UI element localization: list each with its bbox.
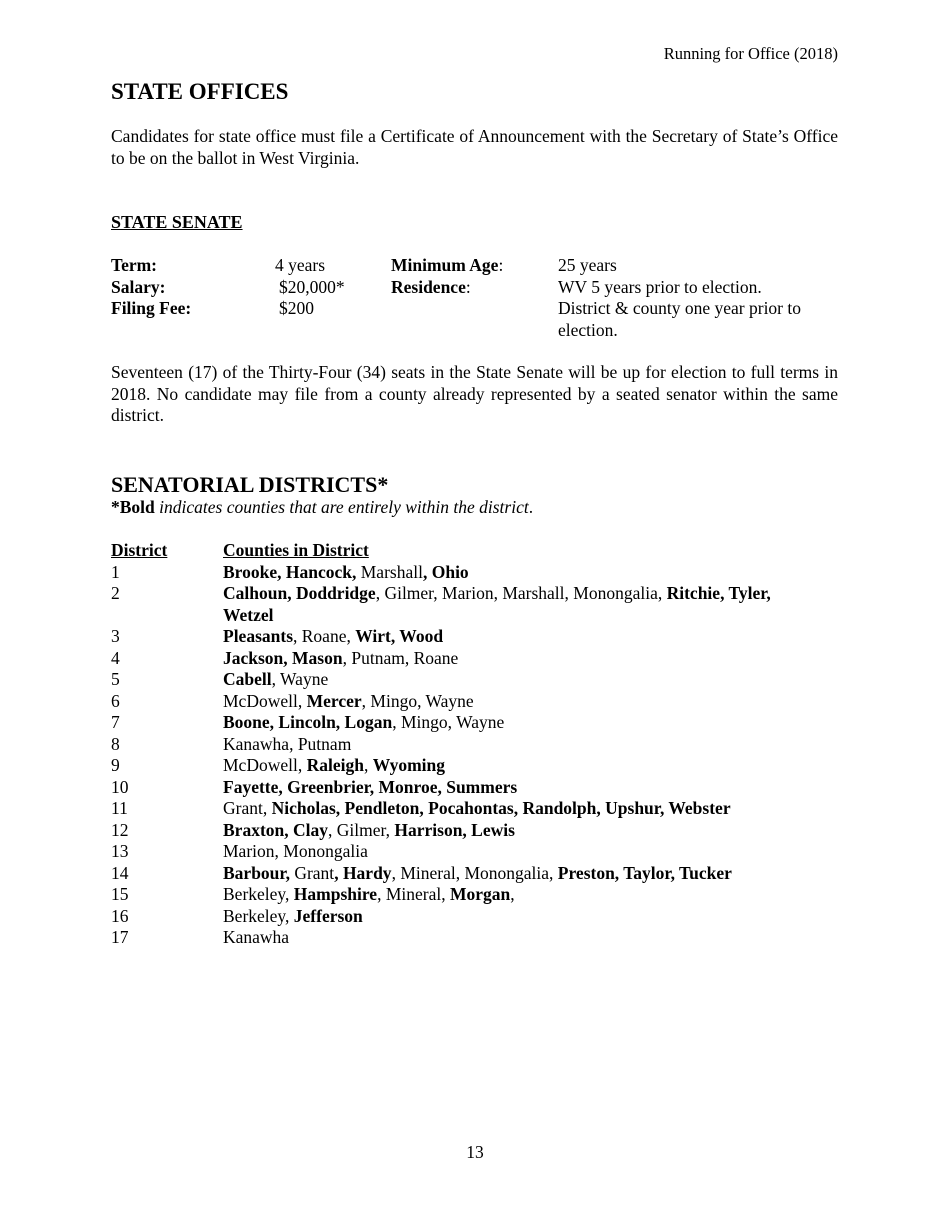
county-whole: Hampshire [293, 884, 378, 904]
district-counties [223, 648, 823, 670]
county-whole: Harrison, Lewis [394, 819, 515, 840]
senate-seats-paragraph: Seventeen (17) of the Thirty-Four (34) seats in the State Senate will be up for election to full terms in 2018. No candidate may file from a county already represented by a seated senator within the same district. [111, 362, 838, 425]
county-whole: Calhoun, Doddridge [223, 583, 376, 603]
county-whole: Barbour, [223, 862, 290, 883]
table-row [111, 626, 838, 648]
district-column-header: District [111, 540, 168, 560]
page-title: STATE OFFICES [111, 79, 289, 104]
table-row [111, 734, 838, 756]
county-partial: , Mineral, [377, 884, 450, 904]
district-counties [223, 755, 823, 777]
county-whole: , Ohio [422, 561, 469, 582]
district-number: 15 [111, 884, 129, 904]
county-whole: Jefferson [293, 905, 363, 926]
districts-table [111, 540, 838, 949]
table-row [111, 927, 838, 949]
county-partial: McDowell, [223, 755, 307, 775]
district-number: 1 [111, 561, 120, 582]
county-partial: Marion, Monongalia [223, 841, 368, 861]
district-counties [223, 863, 823, 885]
district-counties [223, 820, 823, 842]
state-senate-heading: STATE SENATE [111, 212, 243, 232]
filing-fee-value: $200 [279, 298, 314, 318]
district-counties [223, 626, 823, 648]
counties-column-header: Counties in District [223, 540, 369, 560]
district-number: 5 [111, 669, 120, 689]
county-partial: , Mingo, Wayne [392, 712, 505, 732]
county-whole: Mercer [306, 690, 362, 711]
district-number: 8 [111, 733, 120, 754]
county-whole: , Hardy [334, 862, 392, 883]
table-row [111, 712, 838, 734]
table-row [111, 884, 838, 906]
county-partial: , Mineral, Monongalia, [391, 862, 558, 883]
district-counties [223, 562, 823, 584]
term-value: 4 years [275, 255, 326, 275]
filing-fee-label: Filing Fee: [111, 298, 192, 318]
district-counties [223, 712, 823, 734]
county-whole: Jackson, Mason [223, 647, 343, 668]
district-number: 7 [111, 712, 120, 732]
table-row [111, 777, 838, 799]
county-whole: Ritchie, Tyler, Wetzel [223, 583, 771, 625]
running-header: Running for Office (2018) [663, 44, 838, 63]
district-counties [223, 691, 823, 713]
district-rows [111, 562, 838, 949]
table-row [111, 820, 838, 842]
county-partial: , Wayne [271, 669, 329, 689]
district-counties [223, 734, 823, 756]
county-whole: Wirt, Wood [355, 626, 444, 646]
district-counties [223, 884, 823, 906]
district-number: 17 [111, 927, 129, 947]
district-number: 4 [111, 647, 120, 668]
county-whole: Preston, Taylor, Tucker [557, 862, 732, 883]
residence-label: Residence: [391, 277, 471, 297]
table-row [111, 798, 838, 820]
county-partial: , Roane, [293, 626, 356, 646]
district-counties [223, 583, 823, 626]
county-partial: , Mingo, Wayne [361, 690, 474, 711]
county-partial: Berkeley, [223, 884, 294, 904]
table-row [111, 669, 838, 691]
residence-line-2: District & county one year prior to election. [558, 298, 801, 340]
intro-paragraph: Candidates for state office must file a Certificate of Announcement with the Secretary of State’s Office to be on the ballot in West Virginia. [111, 126, 838, 168]
county-partial: Grant [289, 862, 335, 883]
county-whole: Fayette, Greenbrier, Monroe, Summers [223, 776, 518, 797]
county-partial: Kanawha [223, 927, 290, 947]
county-partial: , [510, 884, 515, 904]
county-whole: Wyoming [372, 755, 446, 775]
county-partial: McDowell, [223, 690, 307, 711]
district-number: 10 [111, 776, 129, 797]
county-partial: , Gilmer, [328, 819, 395, 840]
senatorial-districts-heading: SENATORIAL DISTRICTS* [111, 472, 389, 497]
county-partial: , [363, 755, 373, 775]
table-row [111, 562, 838, 584]
table-row [111, 755, 838, 777]
county-whole: Boone, Lincoln, Logan [223, 712, 393, 732]
county-whole: Nicholas, Pendleton, Pocahontas, Randolph, Upshur, Webster [271, 798, 731, 818]
district-number: 3 [111, 626, 120, 646]
district-counties [223, 798, 823, 820]
county-whole: Brooke, Hancock, [223, 561, 357, 582]
table-row [111, 648, 838, 670]
county-whole: Pleasants [223, 626, 293, 646]
county-whole: Morgan [449, 884, 511, 904]
district-number: 13 [111, 841, 129, 861]
district-counties [223, 906, 823, 928]
district-number: 14 [111, 862, 129, 883]
district-number: 12 [111, 819, 129, 840]
district-counties [223, 927, 823, 949]
table-row [111, 583, 838, 626]
district-number: 16 [111, 905, 129, 926]
bold-legend: *Bold indicates counties that are entirely within the district. [111, 497, 534, 517]
district-counties [223, 669, 823, 691]
district-number: 2 [111, 583, 120, 603]
salary-label: Salary: [111, 277, 166, 297]
county-partial: , Gilmer, Marion, Marshall, Monongalia, [375, 583, 667, 603]
page-number: 13 [466, 1142, 484, 1162]
county-partial: Marshall [356, 561, 423, 582]
salary-value: $20,000* [279, 277, 345, 297]
table-row [111, 863, 838, 885]
minimum-age-value: 25 years [558, 255, 617, 275]
district-number: 9 [111, 755, 120, 775]
county-whole: Raleigh [306, 755, 364, 775]
table-row [111, 841, 838, 863]
district-counties [223, 841, 823, 863]
district-number: 11 [111, 798, 128, 818]
district-number: 6 [111, 690, 120, 711]
county-partial: Kanawha, Putnam [223, 733, 352, 754]
table-row [111, 691, 838, 713]
county-partial: , Putnam, Roane [342, 647, 459, 668]
residence-line-1: WV 5 years prior to election. [558, 277, 762, 297]
county-partial: Grant, [223, 798, 272, 818]
county-partial: Berkeley, [223, 905, 294, 926]
district-counties [223, 777, 823, 799]
county-whole: Braxton, Clay [223, 819, 328, 840]
county-whole: Cabell [223, 669, 272, 689]
term-label: Term: [111, 255, 158, 275]
table-header-row [111, 540, 838, 562]
table-row [111, 906, 838, 928]
minimum-age-label: Minimum Age: [391, 255, 504, 275]
